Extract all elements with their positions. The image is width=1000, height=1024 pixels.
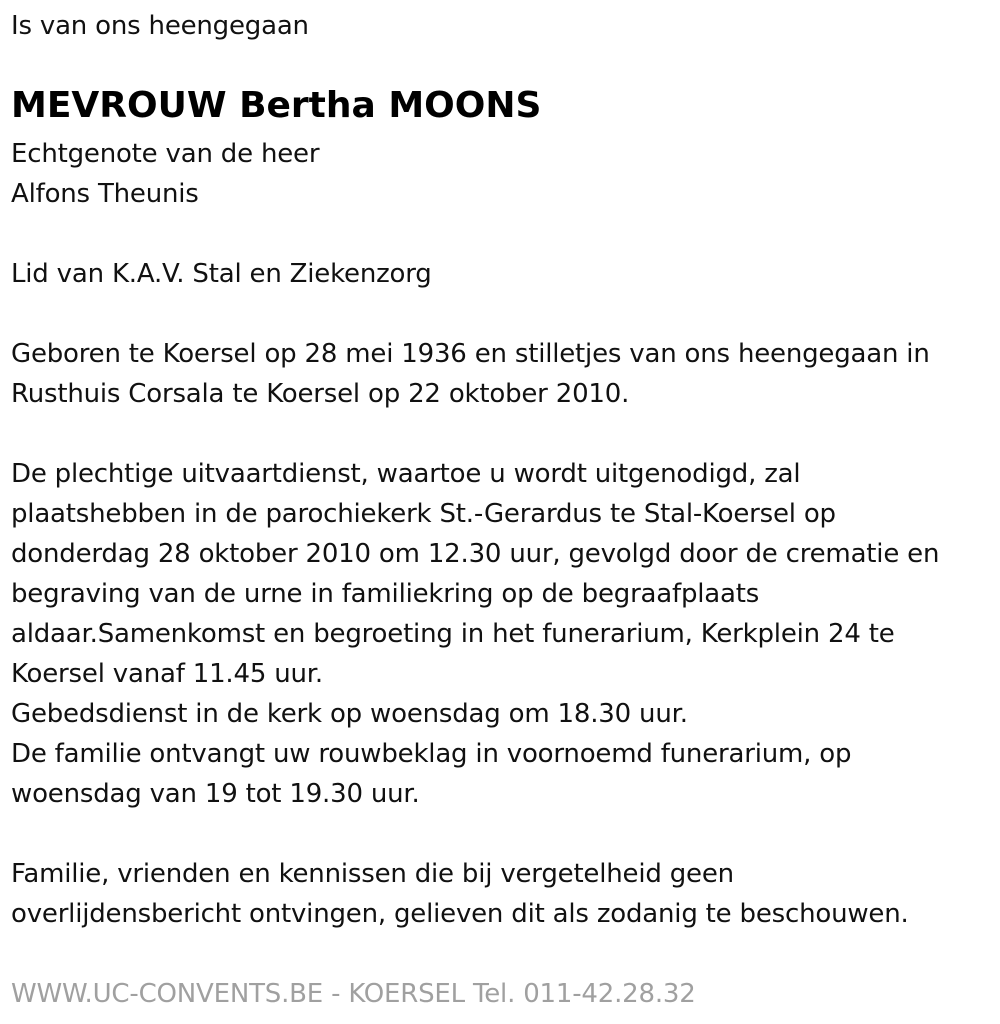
- spouse-line: Echtgenote van de heer: [11, 139, 320, 169]
- service-line: begraving van de urne in familiekring op de begraafplaats: [11, 579, 760, 609]
- prayer-service-line: Gebedsdienst in de kerk op woensdag om 18.30 uur.: [11, 699, 688, 729]
- birth-death-section: [11, 334, 930, 414]
- birth-death-line: Geboren te Koersel op 28 mei 1936 en stilletjes van ons heengegaan in: [11, 339, 930, 369]
- family-note-section: [11, 854, 909, 934]
- family-note-line: Familie, vrienden en kennissen die bij vergetelheid geen: [11, 859, 734, 889]
- footer-contact: WWW.UC-CONVENTS.BE - KOERSEL Tel. 011-42.28.32: [11, 979, 696, 1009]
- family-note-line: overlijdensbericht ontvingen, gelieven dit als zodanig te beschouwen.: [11, 899, 909, 929]
- intro-text: Is van ons heengegaan: [11, 11, 309, 41]
- service-line: De plechtige uitvaartdienst, waartoe u wordt uitgenodigd, zal: [11, 459, 801, 489]
- service-line: Koersel vanaf 11.45 uur.: [11, 659, 323, 689]
- deceased-name: MEVROUW Bertha MOONS: [11, 85, 542, 126]
- birth-death-line: Rusthuis Corsala te Koersel op 22 oktober 2010.: [11, 379, 630, 409]
- service-line: plaatshebben in de parochiekerk St.-Gerardus te Stal-Koersel op: [11, 499, 836, 529]
- funeral-service-section: [11, 454, 939, 814]
- membership-text: Lid van K.A.V. Stal en Ziekenzorg: [11, 259, 432, 289]
- service-line: donderdag 28 oktober 2010 om 12.30 uur, gevolgd door de crematie en: [11, 539, 940, 569]
- condolence-line: woensdag van 19 tot 19.30 uur.: [11, 779, 420, 809]
- service-line: aldaar.Samenkomst en begroeting in het funerarium, Kerkplein 24 te: [11, 619, 895, 649]
- spouse-name: Alfons Theunis: [11, 179, 199, 209]
- condolence-line: De familie ontvangt uw rouwbeklag in voornoemd funerarium, op: [11, 739, 852, 769]
- membership-section: [11, 254, 432, 294]
- spouse-section: [11, 134, 319, 214]
